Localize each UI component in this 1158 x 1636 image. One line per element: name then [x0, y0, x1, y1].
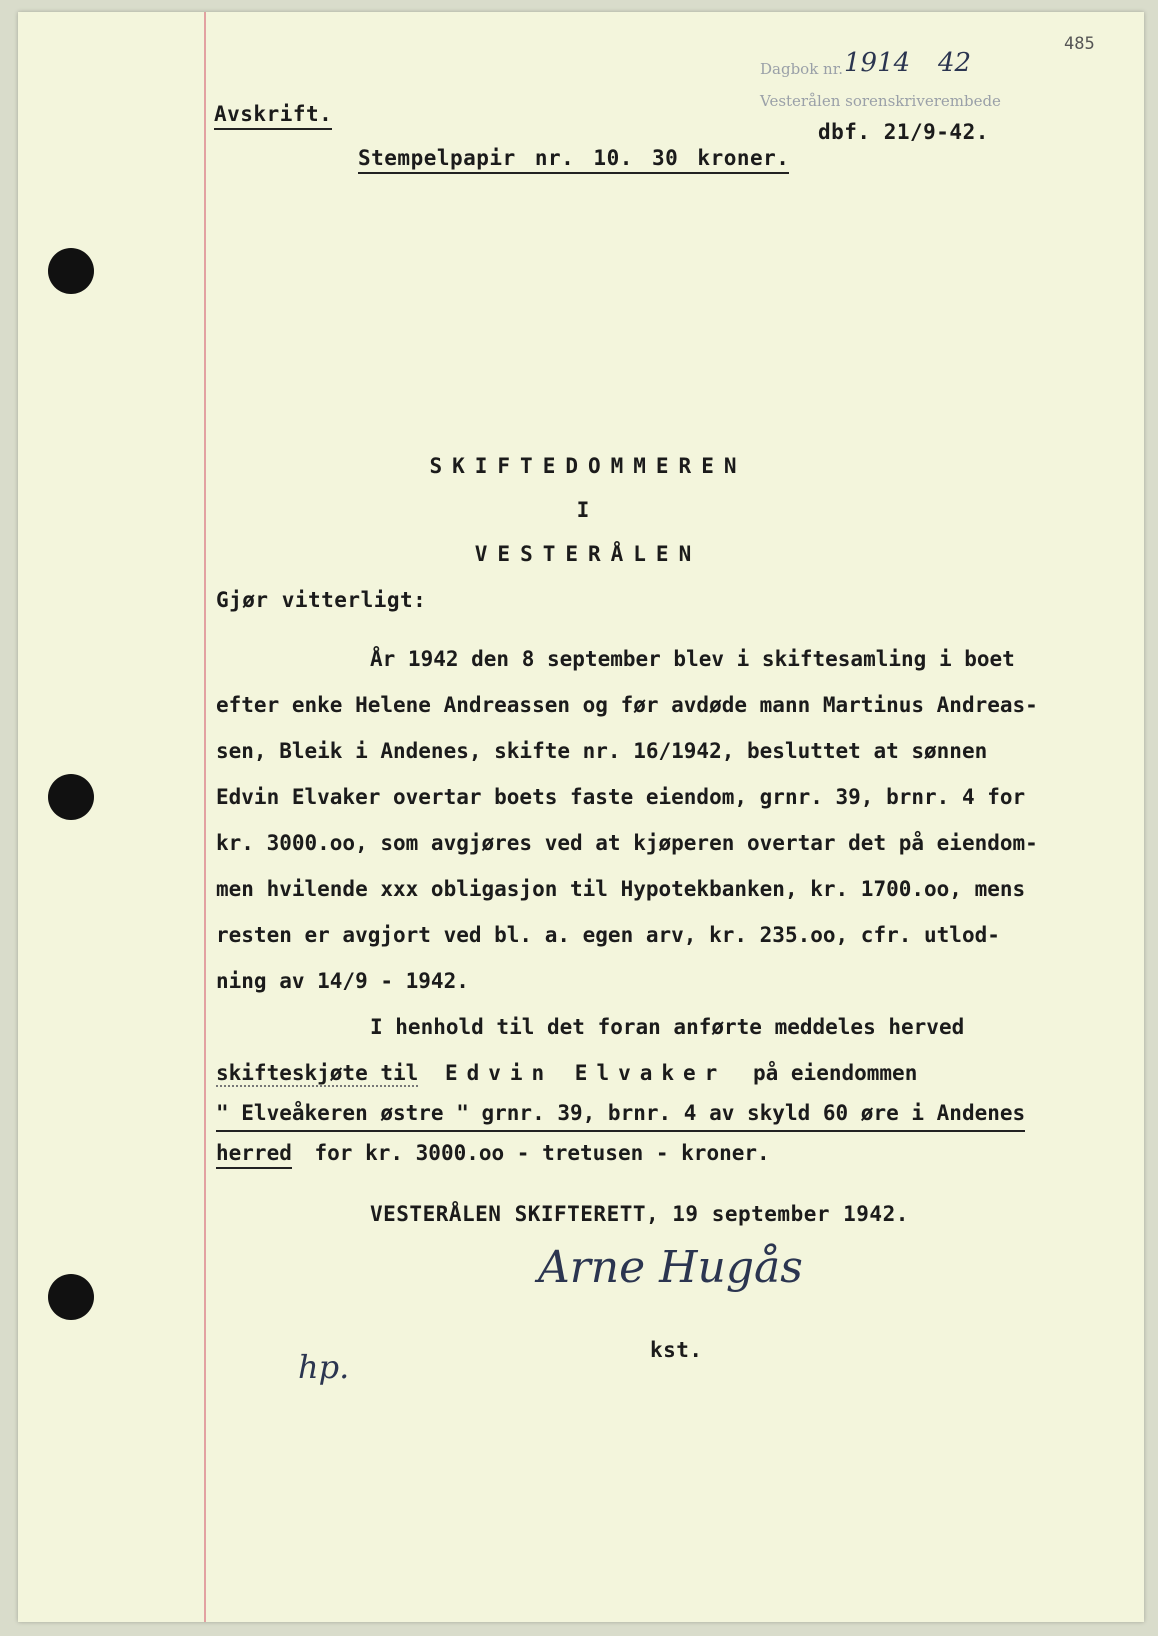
- p2-deed-label: skifteskjøte til: [216, 1061, 419, 1085]
- diary-number: 1914: [844, 48, 911, 78]
- stamp-paper-line: Stempelpapir nr. 10. 30 kroner.: [358, 146, 789, 174]
- punch-hole-bottom: [48, 1274, 94, 1320]
- punch-hole-top: [48, 248, 94, 294]
- p1-line: År 1942 den 8 september blev i skiftesamling i boet: [370, 647, 1015, 671]
- p2-line-2: [216, 1050, 917, 1096]
- p1-line: men hvilende xxx obligasjon til Hypotekbanken, kr. 1700.oo, mens: [216, 877, 1026, 901]
- diary-stamp-label: Dagbok nr.: [760, 60, 844, 78]
- p1-line: sen, Bleik i Andenes, skifte nr. 16/1942, besluttet at sønnen: [216, 739, 988, 763]
- paragraph-1: [216, 636, 1096, 1004]
- p2-buyer-name: Edvin Elvaker: [444, 1061, 727, 1085]
- signature: Arne Hugås: [538, 1242, 803, 1293]
- p2-property-label: på eiendommen: [752, 1061, 918, 1085]
- punch-hole-middle: [48, 774, 94, 820]
- document-page: [18, 12, 1144, 1622]
- p1-line: kr. 3000.oo, som avgjøres ved at kjøperen overtar det på eiendom-: [216, 831, 1038, 855]
- initials: hp.: [298, 1348, 350, 1386]
- p2-line-4: [216, 1130, 770, 1176]
- signatory-title: kst.: [650, 1338, 703, 1362]
- p2-herred: herred: [216, 1141, 292, 1169]
- margin-line: [204, 12, 206, 1622]
- place-date: VESTERÅLEN SKIFTERETT, 19 september 1942.: [370, 1202, 909, 1226]
- page-number: 485: [1064, 34, 1095, 54]
- p2-line-1: I henhold til det foran anførte meddeles herved: [370, 1015, 965, 1039]
- intro-line: Gjør vitterligt:: [216, 588, 427, 612]
- copy-label: Avskrift.: [214, 102, 332, 130]
- p1-line: efter enke Helene Andreassen og før avdøde mann Martinus Andreas-: [216, 693, 1038, 717]
- p2-price: for kr. 3000.oo - tretusen - kroner.: [314, 1141, 770, 1165]
- p2-line-3: " Elveåkeren østre " grnr. 39, brnr. 4 av skyld 60 øre i Andenes: [216, 1098, 1025, 1132]
- registration-date: dbf. 21/9-42.: [818, 120, 989, 144]
- heading-line3: VESTERÅLEN: [474, 542, 702, 566]
- p1-line: ning av 14/9 - 1942.: [216, 969, 469, 993]
- heading-line2: I: [576, 498, 600, 522]
- heading-line1: SKIFTEDOMMEREN: [429, 454, 747, 478]
- court-stamp: Vesterålen sorenskriverembede: [760, 92, 1001, 110]
- diary-year: 42: [938, 48, 972, 78]
- p1-line: resten er avgjort ved bl. a. egen arv, kr. 235.oo, cfr. utlod-: [216, 923, 1000, 947]
- p1-line: Edvin Elvaker overtar boets faste eiendom, grnr. 39, brnr. 4 for: [216, 785, 1026, 809]
